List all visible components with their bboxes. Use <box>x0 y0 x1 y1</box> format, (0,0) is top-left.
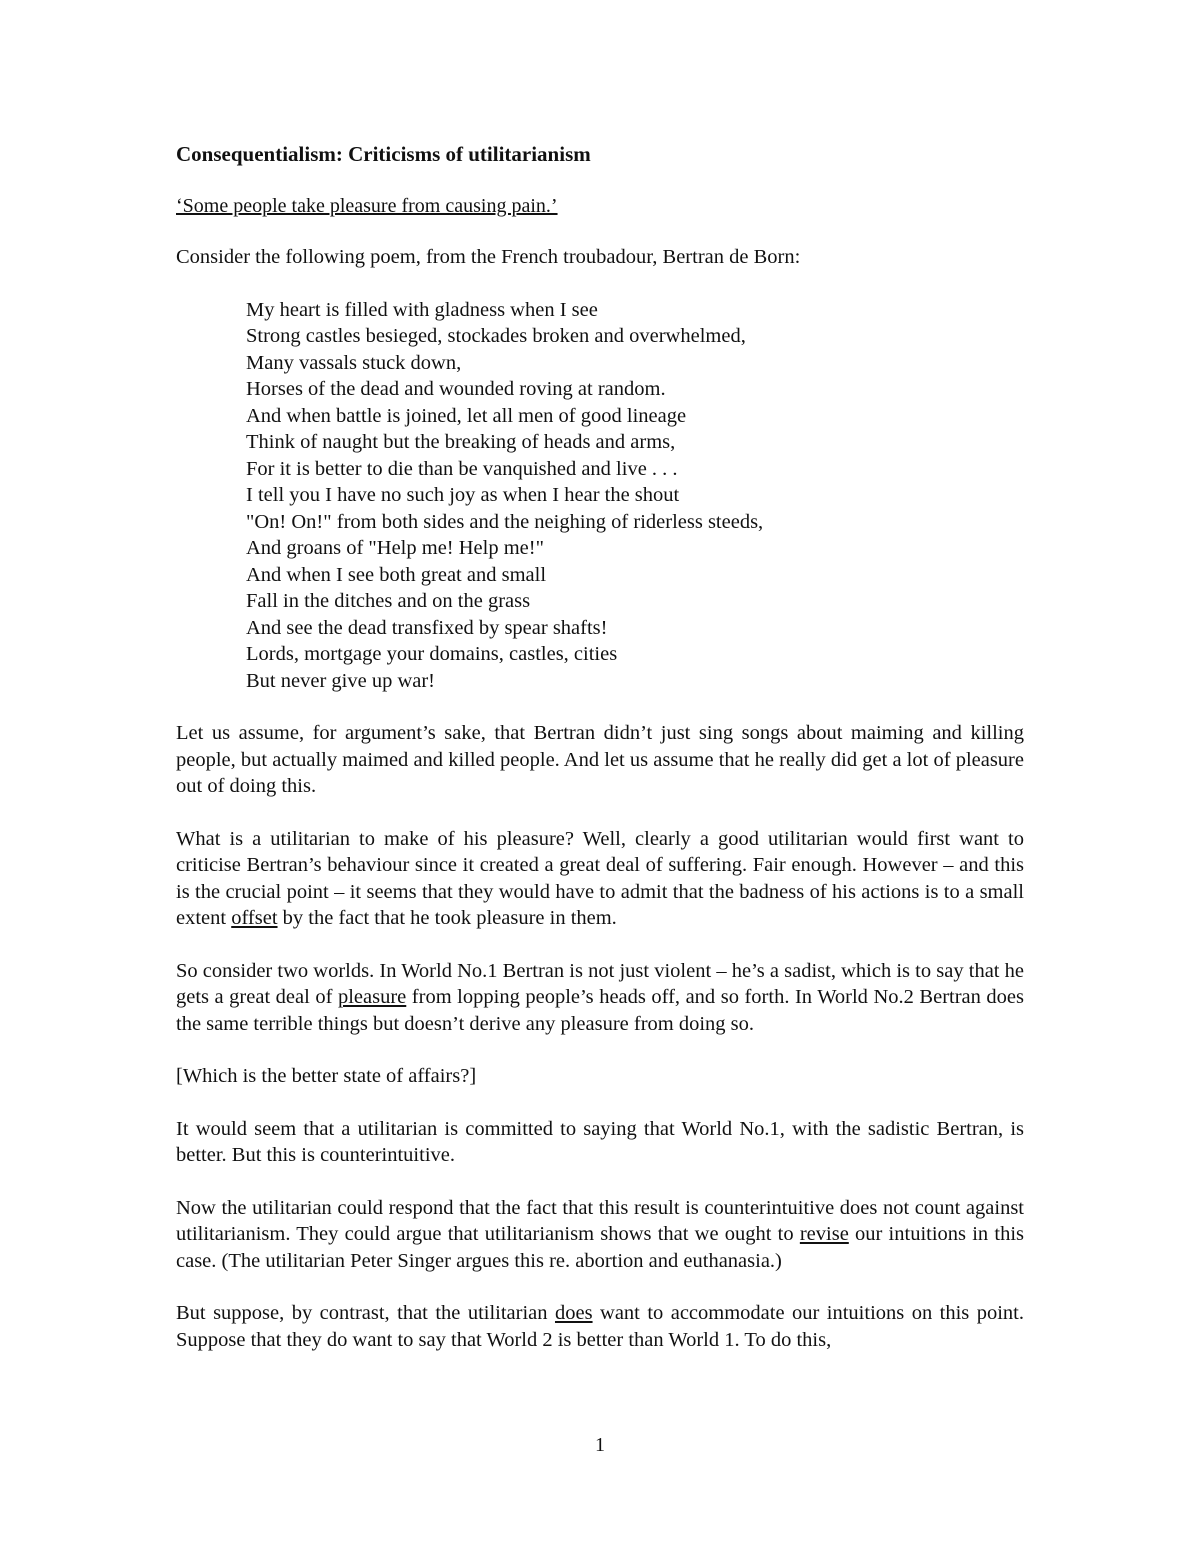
paragraph-utilitarian-pleasure <box>176 826 1024 932</box>
paragraph-text: Now the utilitarian could respond that the fact that this result is counterintuitive does not count against utilitarianism. They could argue that utilitarianism shows that we ought to <box>176 1196 1024 1245</box>
paragraph-assumption: Let us assume, for argument’s sake, that Bertran didn’t just sing songs about maiming and killing people, but actually maimed and killed people. And let us assume that he really did get a lot of pleasure out of doing this. <box>176 722 1024 797</box>
poem-line: My heart is filled with gladness when I see <box>246 298 598 321</box>
poem-line: Strong castles besieged, stockades broken and overwhelmed, <box>246 325 746 347</box>
poem-line: "On! On!" from both sides and the neighing of riderless steeds, <box>246 510 764 533</box>
poem-line: But never give up war! <box>246 669 435 692</box>
paragraph-text: our intuitions in this case. (The utilitarian Peter Singer argues this re. abortion and euthanasia.) <box>176 1223 1024 1272</box>
poem-line: For it is better to die than be vanquished and live . . . <box>246 457 678 480</box>
document-body <box>176 140 1024 1379</box>
poem-line: Fall in the ditches and on the grass <box>246 590 531 612</box>
poem-line: Many vassals stuck down, <box>246 351 462 374</box>
poem-line: And when I see both great and small <box>246 563 547 586</box>
paragraph-question: [Which is the better state of affairs?] <box>176 1065 477 1087</box>
poem-line: And see the dead transfixed by spear shafts! <box>246 616 608 639</box>
paragraph-text: want to accommodate our intuitions on this point. Suppose that they do want to say that World 2 is better than World 1. To do this, <box>176 1302 1024 1351</box>
paragraph-two-worlds <box>176 958 1024 1038</box>
intro-paragraph: Consider the following poem, from the French troubadour, Bertran de Born: <box>176 246 801 268</box>
poem-line: Lords, mortgage your domains, castles, cities <box>246 643 618 665</box>
paragraph-text: So consider two worlds. In World No.1 Bertran is not just violent – he’s a sadist, which is to say that he gets a great deal of <box>176 959 1024 1008</box>
section-subheading: ‘Some people take pleasure from causing pain.’ <box>176 195 558 217</box>
paragraph-revise-intuitions <box>176 1195 1024 1275</box>
paragraph-text: from lopping people’s heads off, and so forth. In World No.2 Bertran does the same terrible things but doesn’t derive any pleasure from doing so. <box>176 986 1025 1035</box>
paragraph-text: But suppose, by contrast, that the utilitarian <box>176 1302 555 1324</box>
underlined-term: pleasure <box>337 986 407 1008</box>
paragraph-counterintuitive: It would seem that a utilitarian is committed to saying that World No.1, with the sadistic Bertran, is better. But this is counterintuitive. <box>176 1117 1024 1166</box>
paragraph-text: by the fact that he took pleasure in them. <box>277 907 617 929</box>
paragraph-text: What is a utilitarian to make of his pleasure? Well, clearly a good utilitarian would first want to criticise Bertran’s behaviour since it created a great deal of suffering. Fair enough. However – and this is the crucial point – it seems that they would have to admit that the badness of his actions is to a small extent <box>176 827 1024 929</box>
poem-line: And groans of "Help me! Help me!" <box>246 537 544 559</box>
paragraph-accommodate-intuitions <box>176 1300 1024 1353</box>
document-title: Consequentialism: Criticisms of utilitarianism <box>176 142 591 166</box>
poem-block <box>246 297 1024 695</box>
poem-line: Think of naught but the breaking of heads and arms, <box>246 431 676 453</box>
underlined-term: does <box>554 1302 593 1324</box>
poem-line: And when battle is joined, let all men of good lineage <box>246 404 687 427</box>
underlined-term: offset <box>231 907 278 929</box>
poem-line: Horses of the dead and wounded roving at random. <box>246 378 666 400</box>
underlined-term: revise <box>799 1223 849 1245</box>
page-number: 1 <box>595 1434 605 1456</box>
poem-line: I tell you I have no such joy as when I hear the shout <box>246 484 680 506</box>
